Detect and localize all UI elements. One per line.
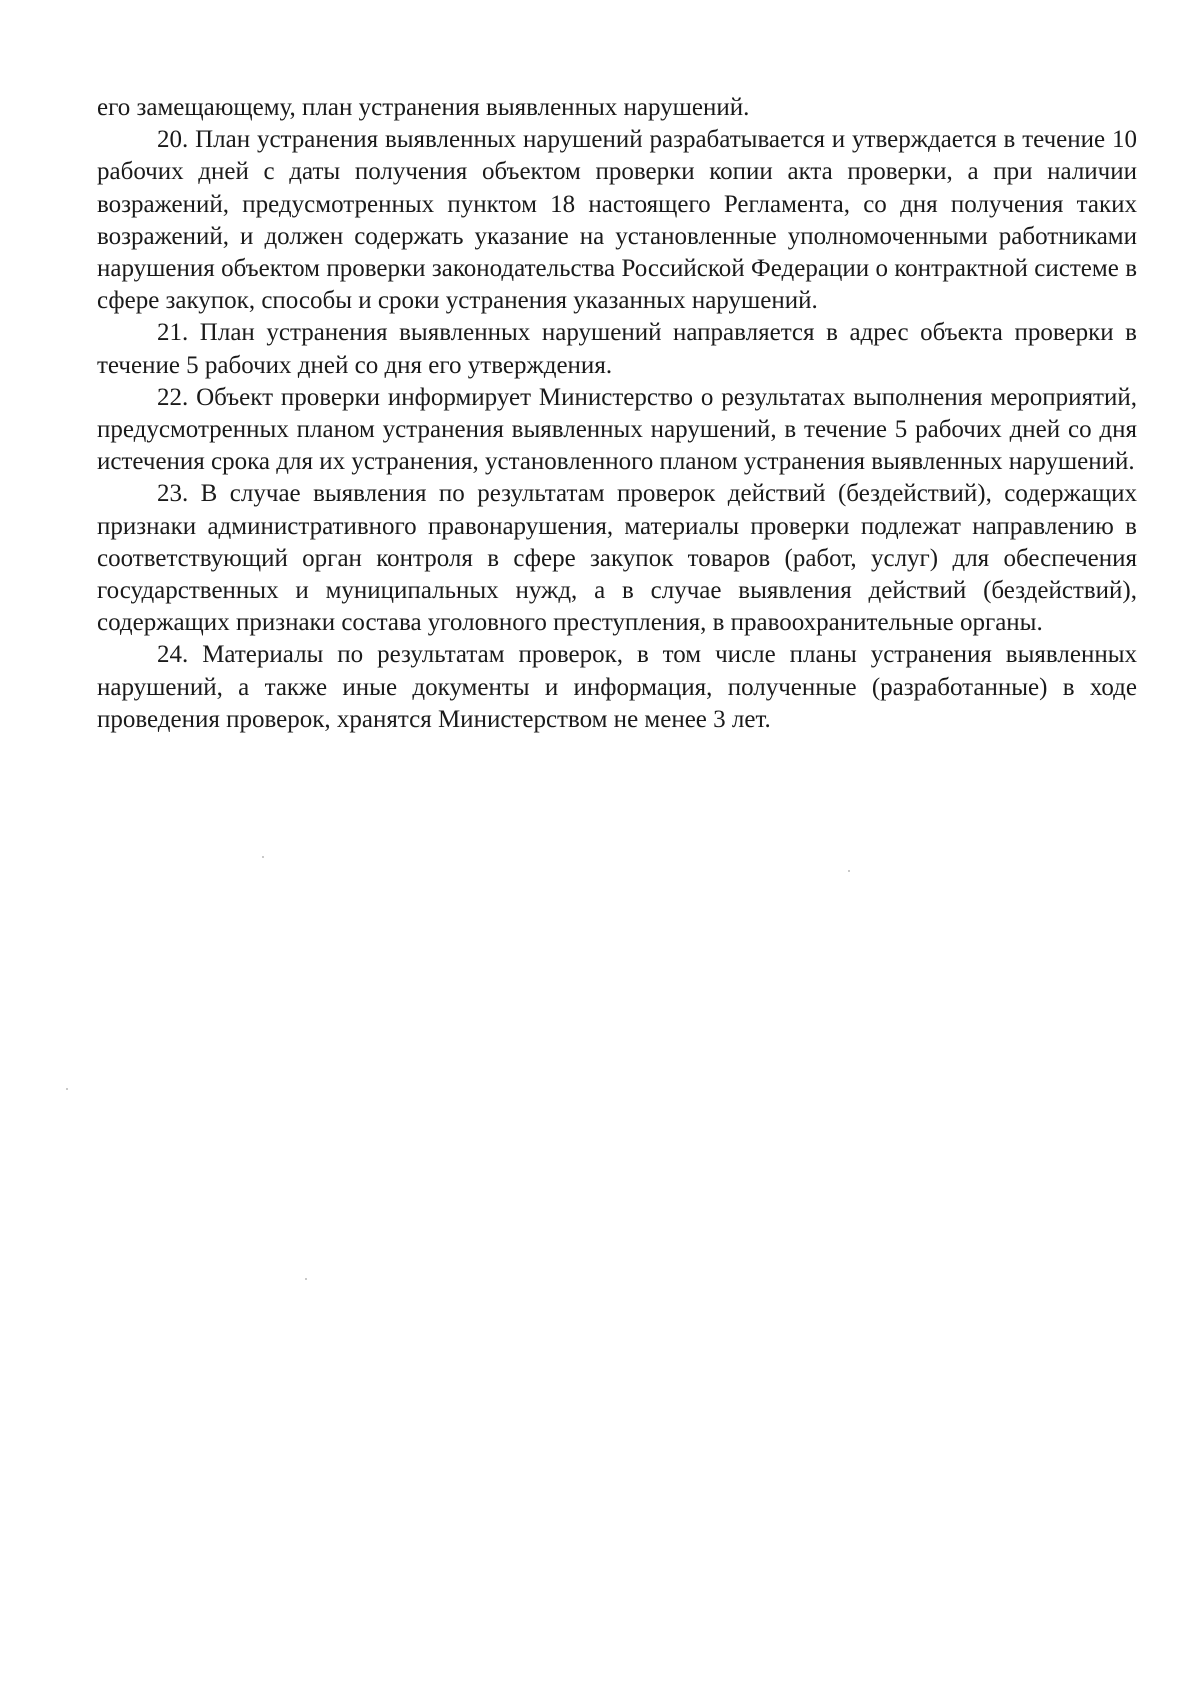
scan-speck (66, 1088, 68, 1090)
paragraph-item-21: 21. План устранения выявленных нарушений направляется в адрес объекта проверки в течение 5 рабочих дней со дня его утверждения. (97, 319, 1137, 379)
scan-speck (262, 856, 264, 858)
paragraph-item-23: 23. В случае выявления по результатам проверок действий (бездействий), содержащих признаки административного правонарушения, материалы проверки подлежат направлению в соответствующий орган контроля в сфере закупок товаров (работ, услуг) для обеспечения государственных и муниципальных нужд, а в случае выявления действий (бездействий), содержащих признаки состава уголовного преступления, в правоохранительные органы. (97, 480, 1137, 637)
paragraph-continuation: его замещающему, план устранения выявленных нарушений. (97, 94, 750, 121)
paragraph-item-20: 20. План устранения выявленных нарушений разрабатывается и утверждается в течение 10 рабочих дней с даты получения объектом проверки копии акта проверки, а при наличии возражений, предусмотренных пунктом 18 настоящего Регламента, со дня получения таких возражений, и должен содержать указание на установленные уполномоченными работниками нарушения объектом проверки законодательства Российской Федерации о контрактной системе в сфере закупок, способы и сроки устранения указанных нарушений. (97, 126, 1137, 315)
paragraph-item-22: 22. Объект проверки информирует Министерство о результатах выполнения мероприятий, предусмотренных планом устранения выявленных нарушений, в течение 5 рабочих дней со дня истечения срока для их устранения, установленного планом устранения выявленных нарушений. (97, 383, 1137, 476)
paragraph-item-24: 24. Материалы по результатам проверок, в том числе планы устранения выявленных нарушений, а также иные документы и информация, полученные (разработанные) в ходе проведения проверок, хранятся Министерством не менее 3 лет. (97, 641, 1137, 733)
document-body (97, 92, 1137, 736)
scan-speck (305, 1278, 307, 1280)
scan-speck (848, 870, 850, 872)
